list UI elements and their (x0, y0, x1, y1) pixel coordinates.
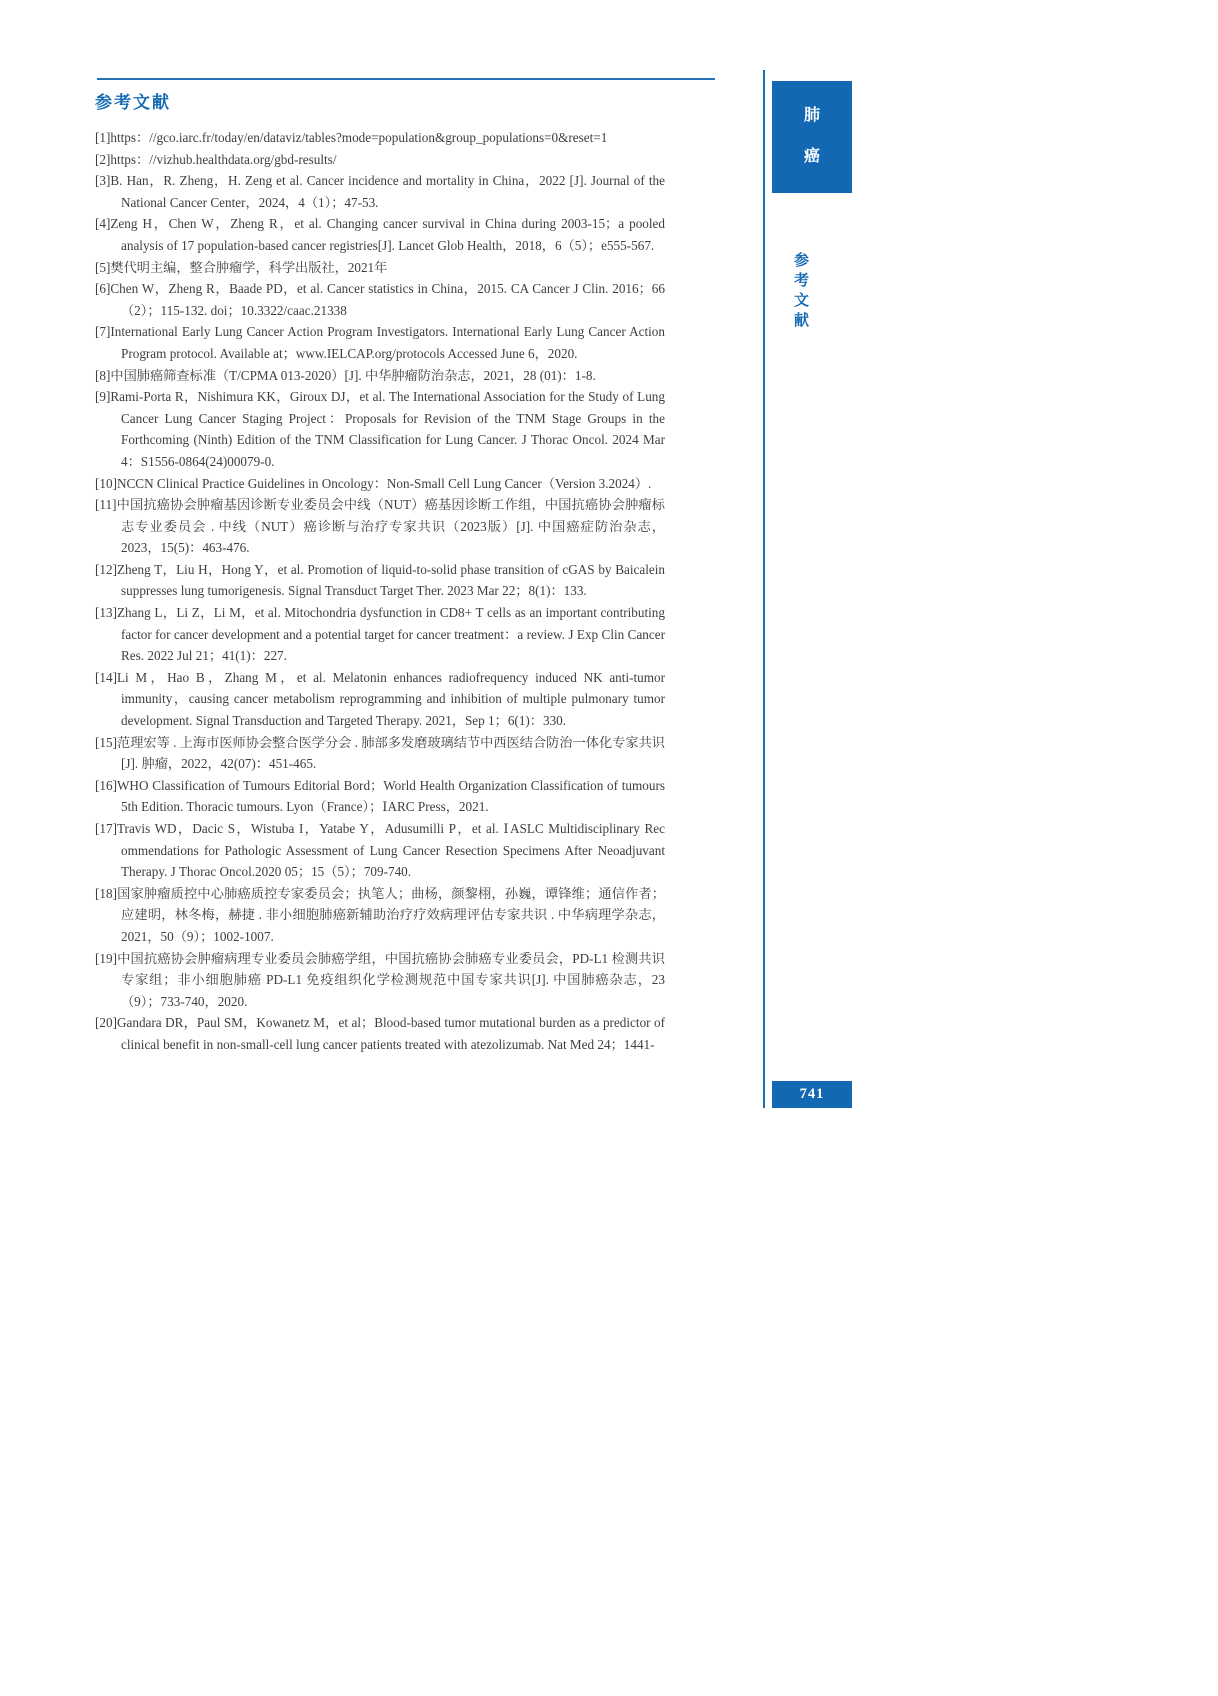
reference-item: [11]中国抗癌协会肿瘤基因诊断专业委员会中线（NUT）癌基因诊断工作组，中国抗癌协会肿瘤标志专业委员会 . 中线（NUT）癌诊断与治疗专家共识（2023版）[J]. 中国癌症防治杂志，2023，15(5)：463-476. (95, 497, 665, 556)
reference-item: [12]Zheng T，Liu H，Hong Y，et al. Promotion of liquid-to-solid phase transition of cGAS by Baicalein suppresses lung tumorigenesis. Signal Transduct Target Ther. 2023 Mar 22；8(1)：133. (95, 561, 665, 599)
page-number-badge: 741 (772, 1081, 852, 1108)
reference-item: [2]https：//vizhub.healthdata.org/gbd-results/ (95, 151, 337, 167)
reference-item: [16]WHO Classification of Tumours Editorial Bord；World Health Organization Classification of tumours 5th Edition. Thoracic tumours. Lyon（France）；ⅠARC Press，2021. (95, 777, 665, 815)
reference-item: [20]Gandara DR，Paul SM，Kowanetz M，et al；Blood-based tumor mutational burden as a predictor of clinical benefit in non-small-cell lung cancer patients treated with atezolizumab. Nat Med 24；1441- (95, 1015, 665, 1052)
header-rule (97, 78, 715, 80)
reference-item: [9]Rami-Porta R，Nishimura KK，Giroux DJ，et al. The International Association for the Study of Lung Cancer Lung Cancer Staging Project：Proposals for Revision of the TNM Stage Groups in the Forthcoming (Ninth) Edition of the TNM Classification for Lung Cancer. J Thorac Oncol. 2024 Mar 4：S1556-0864(24)00079-0. (95, 389, 665, 469)
page-title: 参考文献 (95, 93, 171, 112)
reference-item: [18]国家肿瘤质控中心肺癌质控专家委员会；执笔人；曲杨，颜黎栩，孙巍，谭锋维；通信作者；应建明，林冬梅，赫捷 . 非小细胞肺癌新辅助治疗疗效病理评估专家共识 . 中华病理学杂志，2021，50（9）；1002-1007. (95, 885, 665, 944)
references-list (95, 127, 665, 1056)
sidebar-section-label: 参考文献 (792, 252, 808, 332)
chapter-tab (772, 81, 852, 193)
sidebar-rule (763, 70, 765, 1108)
chapter-tab-label: 肺癌 (803, 107, 820, 165)
reference-item: [7]International Early Lung Cancer Action Program Investigators. International Early Lung Cancer Action Program protocol. Available at；www.IELCAP.org/protocols Accessed June 6，2020. (95, 324, 665, 361)
reference-item: [6]Chen W，Zheng R，Baade PD，et al. Cancer statistics in China，2015. CA Cancer J Clin. 2016；66（2）；115-132. doi；10.3322/caac.21338 (95, 281, 665, 318)
reference-item: [17]Travis WD，Dacic S，Wistuba I，Yatabe Y，Adusumilli P，et al. ⅠASLC Multidisciplinary Rec ommendations for Pathologic Assessment of Lung Cancer Resection Specimens After Neoadjuvant Therapy. J Thorac Oncol.2020 05；15（5）；709-740. (95, 821, 665, 880)
reference-item: [1]https：//gco.iarc.fr/today/en/dataviz/tables?mode=population&group_populations=0&reset=1 (95, 130, 608, 145)
reference-item: [8]中国肺癌筛查标准（T/CPMA 013-2020）[J]. 中华肿瘤防治杂志，2021，28 (01)：1-8. (95, 367, 596, 383)
reference-item: [5]樊代明主编，整合肿瘤学，科学出版社，2021年 (95, 259, 388, 275)
reference-item: [4]Zeng H，Chen W，Zheng R，et al. Changing cancer survival in China during 2003-15；a pooled analysis of 17 population-based cancer registries[J]. Lancet Glob Health，2018，6（5）；e555-567. (95, 216, 665, 253)
reference-item: [15]范理宏等 . 上海市医师协会整合医学分会 . 肺部多发磨玻璃结节中西医结合防治一体化专家共识 [J]. 肿瘤，2022，42(07)：451-465. (95, 734, 665, 772)
reference-item: [3]B. Han，R. Zheng，H. Zeng et al. Cancer incidence and mortality in China，2022 [J]. Journal of the National Cancer Center，2024，4（1）；47-53. (95, 173, 665, 210)
reference-item: [19]中国抗癌协会肿瘤病理专业委员会肺癌学组，中国抗癌协会肺癌专业委员会，PD-L1 检测共识专家组；非小细胞肺癌 PD-L1 免疫组织化学检测规范中国专家共识[J]. 中国肺癌杂志，23（9）；733-740，2020. (95, 950, 665, 1009)
reference-item: [14]Li M，Hao B，Zhang M，et al. Melatonin enhances radiofrequency induced NK anti-tumor immunity，causing cancer metabolism reprogramming and inhibition of multiple pulmonary tumor development. Signal Transduction and Targeted Therapy. 2021，Sep 1；6(1)：330. (95, 669, 665, 729)
reference-item: [13]Zhang L，Li Z，Li M，et al. Mitochondria dysfunction in CD8+ T cells as an important contributing factor for cancer development and a potential target for cancer treatment：a review. J Exp Clin Cancer Res. 2022 Jul 21；41(1)：227. (95, 605, 665, 664)
reference-item: [10]NCCN Clinical Practice Guidelines in Oncology：Non-Small Cell Lung Cancer（Version 3.2024）. (95, 475, 652, 491)
